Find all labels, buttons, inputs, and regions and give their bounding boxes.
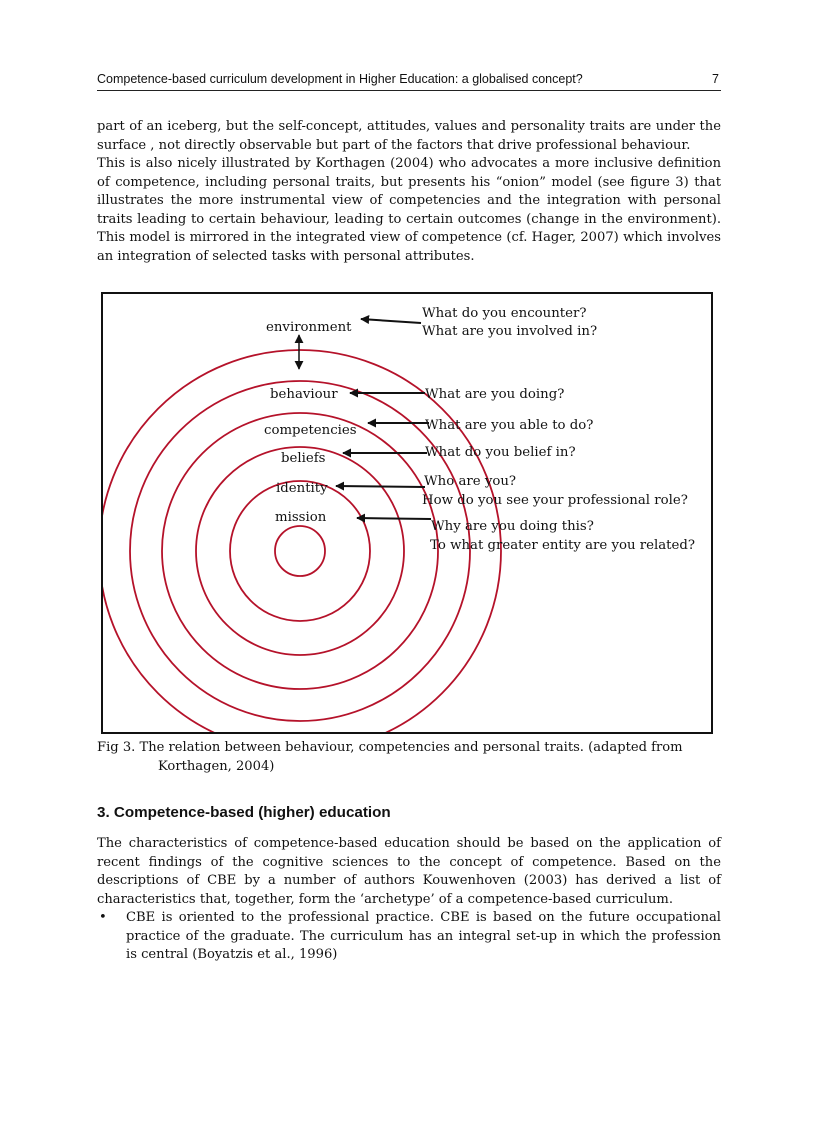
running-header <box>97 72 721 91</box>
ring-core <box>275 526 325 576</box>
question-behaviour: What are you doing? <box>425 387 565 402</box>
question-identity-2: How do you see your professional role? <box>422 493 688 508</box>
bullet-text: CBE is oriented to the professional practice. CBE is based on the future occupational practice of the graduate. The curriculum has an integral set-up in which the profession is central (Boyatzis et al., 1996) <box>126 910 721 962</box>
label-beliefs: beliefs <box>281 451 326 466</box>
page-number: 7 <box>712 72 719 86</box>
question-mission-1: Why are you doing this? <box>431 519 594 534</box>
label-competencies: competencies <box>264 423 357 438</box>
header-title: Competence-based curriculum development in Higher Education: a globalised concept? <box>97 72 583 86</box>
question-identity-1: Who are you? <box>424 474 517 489</box>
arrow-mission <box>357 518 431 519</box>
onion-model-diagram <box>103 294 713 734</box>
arrow-identity <box>336 486 425 487</box>
question-mission-2: To what greater entity are you related? <box>430 538 696 553</box>
label-behaviour: behaviour <box>270 387 338 402</box>
label-mission: mission <box>275 510 327 525</box>
label-environment: environment <box>266 320 352 335</box>
intro-paragraph: part of an iceberg, but the self-concept, attitudes, values and personality traits are under the surface , not directly observable but part of the factors that drive professional behaviour. <box>97 119 721 153</box>
caption-line-1: Fig 3. The relation between behaviour, competencies and personal traits. (adapted from <box>97 740 683 755</box>
ring-identity <box>196 447 404 655</box>
korthagen-paragraph: This is also nicely illustrated by Korthagen (2004) who advocates a more inclusive definition of competence, including personal traits, but presents his “onion” model (see figure 3) that illustrates the more instrumental view of competencies and the integration with personal traits leading to certain behaviour, leading to certain outcomes (change in the environment). This model is mirrored in the integrated view of competence (cf. Hager, 2007) which involves an integration of selected tasks with personal attributes. <box>97 156 721 264</box>
figure-caption <box>97 739 721 776</box>
question-environment-1: What do you encounter? <box>422 306 587 321</box>
onion-model-figure <box>101 292 713 734</box>
ring-mission <box>230 481 370 621</box>
bullet-dot-icon: • <box>99 910 107 925</box>
question-competencies: What are you able to do? <box>425 418 594 433</box>
section-heading: 3. Competence-based (higher) education <box>97 804 391 821</box>
label-identity: identity <box>276 481 328 496</box>
section-paragraph: The characteristics of competence-based education should be based on the application of recent findings of the cognitive sciences to the concept of competence. Based on the descriptions of CBE by a number of authors Kouwenhoven (2003) has derived a list of characteristics that, together, form the ‘archetype’ of a competence-based curriculum. <box>97 836 721 907</box>
caption-line-2: Korthagen, 2004) <box>158 758 275 774</box>
bullet-list-item <box>97 909 721 965</box>
arrow-environment <box>361 319 421 323</box>
question-environment-2: What are you involved in? <box>422 324 598 339</box>
question-beliefs: What do you belief in? <box>425 445 576 460</box>
